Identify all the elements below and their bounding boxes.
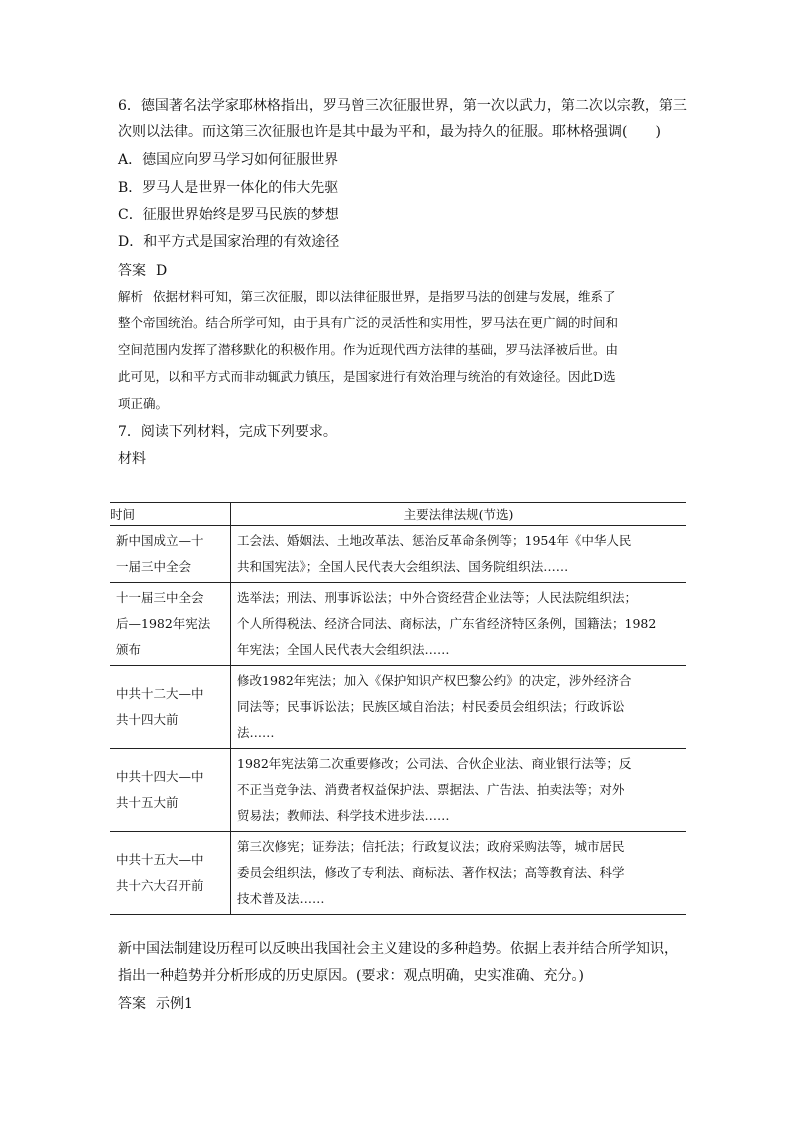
- cell-line: 共十五大前: [116, 795, 179, 810]
- q7-question-line-1: 新中国法制建设历程可以反映出我国社会主义建设的多种趋势。依据上表并结合所学知识，: [118, 941, 678, 957]
- q6-stem-line-2: 次则以法律。而这第三次征服也许是其中最为平和，最为持久的征服。耶林格强调( ): [118, 124, 661, 140]
- table-row: [110, 666, 686, 749]
- table-cell-laws: [231, 832, 687, 915]
- law-table-header-time: 时间: [110, 503, 231, 526]
- table-row: [110, 583, 686, 666]
- table-cell-time: [110, 749, 231, 832]
- q6-analysis-text-1: 依据材料可知，第三次征服，即以法律征服世界，是指罗马法的创建与发展，维系了: [153, 289, 616, 304]
- cell-line: 中共十五大—中: [116, 852, 204, 867]
- q7-answer: [118, 992, 193, 1016]
- q6-option-a: A．德国应向罗马学习如何征服世界: [118, 152, 339, 168]
- law-table-header-laws: 主要法律法规(节选): [231, 503, 687, 526]
- table-cell-time: [110, 666, 231, 749]
- table-cell-time: [110, 583, 231, 666]
- cell-line: 技术普及法……: [237, 891, 325, 906]
- law-table: [110, 502, 686, 915]
- cell-line: 后—1982年宪法: [116, 616, 211, 631]
- cell-line: 同法等；民事诉讼法；民族区域自治法；村民委员会组织法；行政诉讼: [237, 699, 625, 714]
- table-cell-laws: [231, 526, 687, 583]
- q6-analysis-line-4: 此可见，以和平方式而非动辄武力镇压，是国家进行有效治理与统治的有效途径。因此D选: [118, 369, 616, 384]
- table-cell-laws: [231, 666, 687, 749]
- cell-line: 选举法；刑法、刑事诉讼法；中外合资经营企业法等；人民法院组织法；: [237, 590, 638, 605]
- q6-analysis-line-5: 项正确。: [118, 396, 169, 411]
- table-cell-time: [110, 526, 231, 583]
- q6-analysis-line-2: 整个帝国统治。结合所学可知，由于具有广泛的灵活性和实用性，罗马法在更广阔的时间和: [118, 315, 619, 330]
- cell-line: 个人所得税法、经济合同法、商标法，广东省经济特区条例，国籍法；1982: [237, 616, 657, 631]
- cell-line: 中共十二大—中: [116, 686, 204, 701]
- q6-option-b: B．罗马人是世界一体化的伟大先驱: [118, 180, 339, 196]
- cell-line: 共十六大召开前: [116, 878, 204, 893]
- q6-analysis-line-1: [118, 285, 616, 309]
- q6-stem-line-1: 6．德国著名法学家耶林格指出，罗马曾三次征服世界，第一次以武力，第二次以宗教，第三: [118, 98, 687, 114]
- q6-analysis-line-3: 空间范围内发挥了潜移默化的积极作用。作为近现代西方法律的基础，罗马法泽被后世。由: [118, 342, 619, 357]
- cell-line: 1982年宪法第二次重要修改；公司法、合伙企业法、商业银行法等；反: [237, 756, 632, 771]
- cell-line: 法……: [237, 725, 275, 740]
- cell-line: 中共十四大—中: [116, 769, 204, 784]
- q7-answer-label: 答案: [118, 996, 146, 1012]
- table-row: [110, 749, 686, 832]
- table-cell-laws: [231, 583, 687, 666]
- cell-line: 年宪法；全国人民代表大会组织法……: [237, 642, 450, 657]
- q6-answer-value: D: [156, 263, 168, 279]
- q6-option-c: C．征服世界始终是罗马民族的梦想: [118, 207, 339, 223]
- cell-line: 十一届三中全会: [116, 590, 204, 605]
- cell-line: 第三次修宪；证券法；信托法；行政复议法；政府采购法等，城市居民: [237, 839, 625, 854]
- table-row: [110, 526, 686, 583]
- table-cell-time: [110, 832, 231, 915]
- cell-line: 共十四大前: [116, 712, 179, 727]
- q7-stem: 7．阅读下列材料，完成下列要求。: [118, 424, 337, 440]
- q7-material-label: 材料: [118, 451, 146, 467]
- cell-line: 新中国成立—十: [116, 533, 204, 548]
- q7-question-line-2: 指出一种趋势并分析形成的历史原因。(要求：观点明确，史实准确、充分。): [118, 968, 584, 984]
- q6-answer-label: 答案: [118, 263, 146, 279]
- q6-analysis-label: 解析: [118, 289, 144, 304]
- table-cell-laws: [231, 749, 687, 832]
- law-table-header-row: [110, 503, 686, 526]
- cell-line: 共和国宪法》；全国人民代表大会组织法、国务院组织法……: [237, 559, 569, 574]
- q6-answer: [118, 259, 167, 283]
- cell-line: 不正当竞争法、消费者权益保护法、票据法、广告法、拍卖法等；对外: [237, 782, 625, 797]
- cell-line: 工会法、婚姻法、土地改革法、惩治反革命条例等；1954年《中华人民: [237, 533, 632, 548]
- cell-line: 委员会组织法，修改了专利法、商标法、著作权法；高等教育法、科学: [237, 865, 625, 880]
- cell-line: 贸易法；教师法、科学技术进步法……: [237, 808, 450, 823]
- cell-line: 一届三中全会: [116, 559, 192, 574]
- q7-answer-value: 示例1: [156, 996, 193, 1012]
- cell-line: 修改1982年宪法；加入《保护知识产权巴黎公约》的决定，涉外经济合: [237, 673, 632, 688]
- table-row: [110, 832, 686, 915]
- q6-option-d: D．和平方式是国家治理的有效途径: [118, 234, 340, 250]
- cell-line: 颁布: [116, 642, 142, 657]
